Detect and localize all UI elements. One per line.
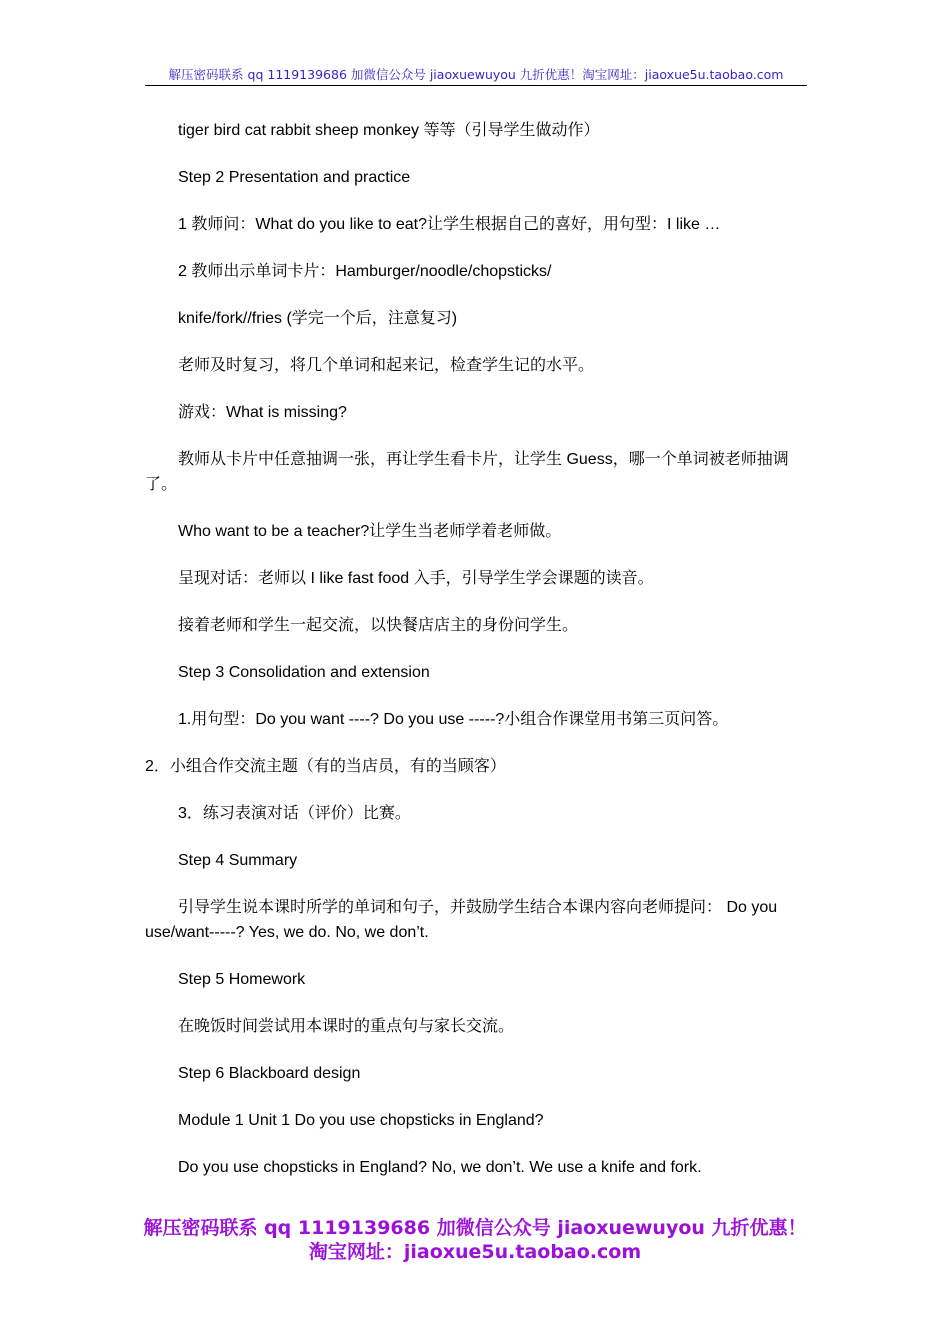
paragraph-animal-words: tiger bird cat rabbit sheep monkey 等等（引导学生做动作）: [178, 122, 600, 139]
paragraph-word-cards: 2 教师出示单词卡片：Hamburger/noodle/chopsticks/: [178, 263, 552, 280]
paragraph-word-cards-cont: knife/fork//fries (学完一个后，注意复习): [178, 310, 458, 327]
page-header-ad: 解压密码联系 qq 1119139686 加微信公众号 jiaoxuewuyou 九折优惠！淘宝网址：jiaoxue5u.taobao.com: [145, 66, 807, 86]
paragraph-game: 游戏：What is missing?: [178, 404, 347, 421]
paragraph-group-work: 2．小组合作交流主题（有的当店员，有的当顾客）: [145, 758, 506, 775]
paragraph-board-title: Module 1 Unit 1 Do you use chopsticks in England?: [178, 1112, 544, 1129]
heading-step-6: Step 6 Blackboard design: [178, 1065, 361, 1082]
heading-step-5: Step 5 Homework: [178, 971, 306, 988]
footer-line-1: 解压密码联系 qq 1119139686 加微信公众号 jiaoxuewuyou 九折优惠！: [143, 1217, 807, 1239]
paragraph-shop-owner: 接着老师和学生一起交流，以快餐店店主的身份问学生。: [178, 617, 579, 634]
heading-step-3: Step 3 Consolidation and extension: [178, 664, 430, 681]
paragraph-be-teacher: Who want to be a teacher?让学生当老师学着老师做。: [178, 523, 562, 540]
paragraph-board-sentence: Do you use chopsticks in England? No, we don’t. We use a knife and fork.: [178, 1159, 702, 1176]
paragraph-dialogue: 呈现对话：老师以 I like fast food 入手，引导学生学会课题的读音。: [178, 570, 654, 587]
footer-line-2: 淘宝网址：jiaoxue5u.taobao.com: [308, 1241, 642, 1263]
heading-step-4: Step 4 Summary: [178, 852, 298, 869]
paragraph-summary: 引导学生说本课时所学的单词和句子，并鼓励学生结合本课内容向老师提问： Do you use/want-----? Yes, we do. No, we don’t.: [145, 899, 778, 941]
paragraph-teacher-question: 1 教师问：What do you like to eat?让学生根据自己的喜好，用句型：I like …: [178, 216, 721, 233]
document-body: [145, 118, 807, 1202]
paragraph-game-description: 教师从卡片中任意抽调一张，再让学生看卡片，让学生 Guess，哪一个单词被老师抽调了。: [145, 451, 789, 493]
paragraph-review: 老师及时复习，将几个单词和起来记，检查学生记的水平。: [178, 357, 595, 374]
heading-step-2: Step 2 Presentation and practice: [178, 169, 411, 186]
paragraph-sentence-pattern: 1.用句型：Do you want ----? Do you use -----?小组合作课堂用书第三页问答。: [178, 711, 729, 728]
paragraph-performance: 3．练习表演对话（评价）比赛。: [178, 805, 411, 822]
page-footer-ad: [0, 1216, 950, 1264]
paragraph-homework: 在晚饭时间尝试用本课时的重点句与家长交流。: [178, 1018, 515, 1035]
